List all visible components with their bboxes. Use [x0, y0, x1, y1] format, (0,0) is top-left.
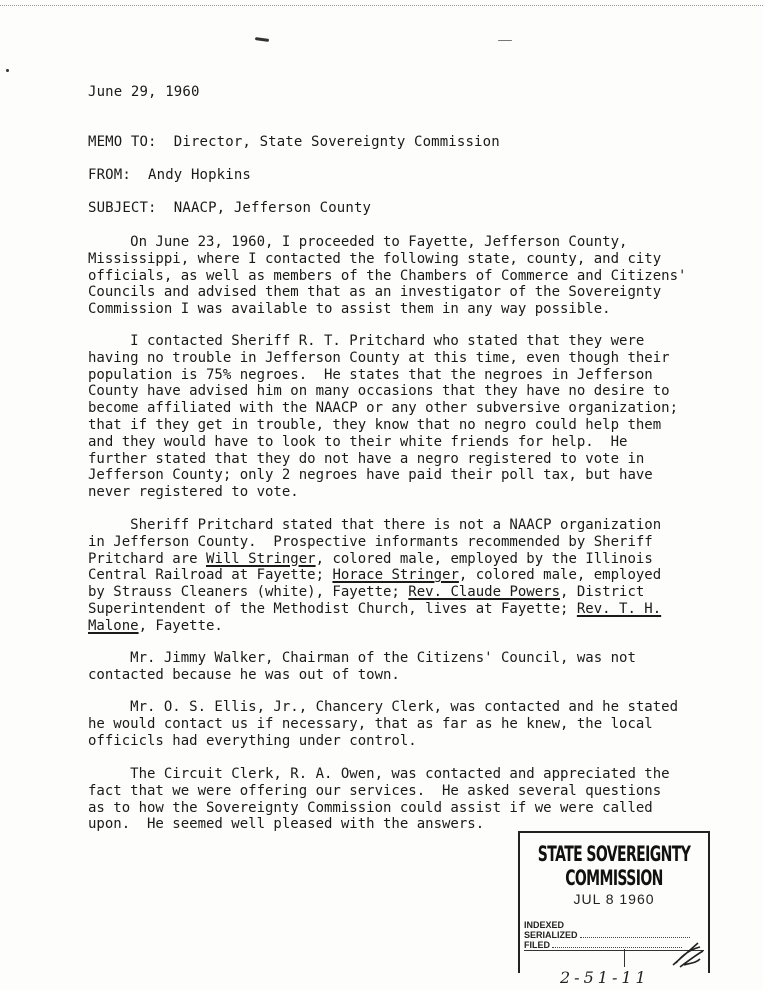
memo-date: June 29, 1960	[88, 84, 200, 100]
ink-smudge	[255, 37, 269, 42]
text-line: officicls had everything under control.	[88, 732, 417, 749]
text-segment: Pritchard are	[88, 550, 207, 567]
text-segment: Central Railroad at Fayette;	[88, 567, 333, 584]
text-line: fact that we were offering our services. He asked several questions	[88, 782, 662, 799]
text-line: Mr. O. S. Ellis, Jr., Chancery Clerk, was contacted and he stated	[88, 699, 679, 715]
text-segment: , colored male, employed by the Illinois	[315, 550, 653, 567]
memo-from: FROM: Andy Hopkins	[88, 167, 251, 183]
text-line: On June 23, 1960, I proceeded to Fayette, Jefferson County,	[88, 234, 628, 250]
stamp-title: STATE SOVEREIGNTY COMMISSION	[537, 843, 691, 891]
text-line: as to how the Sovereignty Commission could assist if we were called	[88, 799, 653, 816]
stamp-indexed-label: INDEXED	[524, 920, 565, 930]
memo-to: MEMO TO: Director, State Sovereignty Commission	[88, 134, 500, 150]
stamp-date: JUL 8 1960	[573, 891, 655, 907]
file-number-handwritten: 2-51-11	[560, 968, 650, 987]
paragraph-5	[88, 699, 728, 749]
ink-smudge	[6, 69, 9, 72]
informant-name: Will Stringer	[206, 550, 316, 567]
stamp-serialized-label: SERIALIZED	[524, 930, 578, 940]
text-line: in Jefferson County. Prospective informants recommended by Sheriff	[88, 533, 653, 550]
text-line: Councils and advised them that as an investigator of the Sovereignty	[88, 284, 662, 301]
initials-scribble-icon	[670, 939, 706, 971]
text-line: I contacted Sheriff R. T. Pritchard who stated that they were	[88, 333, 645, 349]
dotted-line	[580, 937, 690, 938]
paragraph-2	[88, 333, 728, 501]
text-line: Mississippi, where I contacted the following state, county, and city	[88, 250, 662, 267]
text-line: become affiliated with the NAACP or any other subversive organization;	[88, 400, 679, 417]
text-line: upon. He seemed well pleased with the answers.	[88, 816, 485, 833]
memo-subject: SUBJECT: NAACP, Jefferson County	[88, 200, 372, 216]
text-line: County have advised him on many occasions that they have no desire to	[88, 383, 670, 400]
text-line: officials, as well as members of the Chambers of Commerce and Citizens'	[88, 267, 687, 284]
text-line	[88, 567, 728, 584]
stamp-indexed	[524, 920, 564, 930]
text-line: Jefferson County; only 2 negroes have paid their poll tax, but have	[88, 467, 653, 484]
text-line: further stated that they do not have a negro registered to vote in	[88, 450, 645, 467]
informant-name: Rev. Claude Powers	[408, 584, 561, 601]
informant-name: Rev. T. H.	[576, 600, 662, 617]
text-segment: , District	[560, 584, 645, 601]
text-line: having no trouble in Jefferson County at this time, even though their	[88, 349, 670, 366]
text-line: Sheriff Pritchard stated that there is not a NAACP organization	[88, 517, 662, 533]
text-line: Mr. Jimmy Walker, Chairman of the Citizens' Council, was not	[88, 650, 636, 666]
stamp-filed-label: FILED	[524, 940, 550, 950]
text-segment: , colored male, employed	[458, 567, 662, 584]
text-line: contacted because he was out of town.	[88, 666, 400, 683]
text-segment: by Strauss Cleaners (white), Fayette;	[88, 584, 409, 601]
top-edge-line	[0, 5, 763, 6]
text-line	[88, 584, 728, 601]
text-line: The Circuit Clerk, R. A. Owen, was contacted and appreciated the	[88, 766, 670, 782]
informant-name: Horace Stringer	[332, 567, 459, 584]
commission-received-stamp	[518, 831, 710, 973]
ink-smudge	[498, 40, 512, 41]
paragraph-3	[88, 517, 728, 635]
text-line: population is 75% negroes. He states that the negroes in Jefferson	[88, 366, 653, 383]
dotted-line	[552, 947, 682, 948]
text-line	[88, 618, 728, 635]
text-line	[88, 601, 728, 618]
text-segment: , Fayette.	[138, 617, 223, 634]
text-segment: Superintendent of the Methodist Church, lives at Fayette;	[88, 600, 577, 617]
paragraph-1	[88, 234, 728, 318]
text-line: that if they get in trouble, they know that no negro could help them	[88, 416, 662, 433]
informant-name: Malone	[88, 617, 139, 634]
text-line	[88, 551, 728, 568]
stamp-tick	[624, 949, 625, 967]
text-line: he would contact us if necessary, that as far as he knew, the local	[88, 715, 653, 732]
text-line: never registered to vote.	[88, 484, 299, 501]
stamp-serialized	[524, 930, 690, 940]
stamp-filed	[524, 940, 682, 950]
paragraph-4	[88, 650, 728, 684]
text-line: Commission I was available to assist them in any way possible.	[88, 301, 611, 318]
paragraph-6	[88, 766, 728, 833]
text-line: and they would have to look to their white friends for help. He	[88, 433, 628, 450]
